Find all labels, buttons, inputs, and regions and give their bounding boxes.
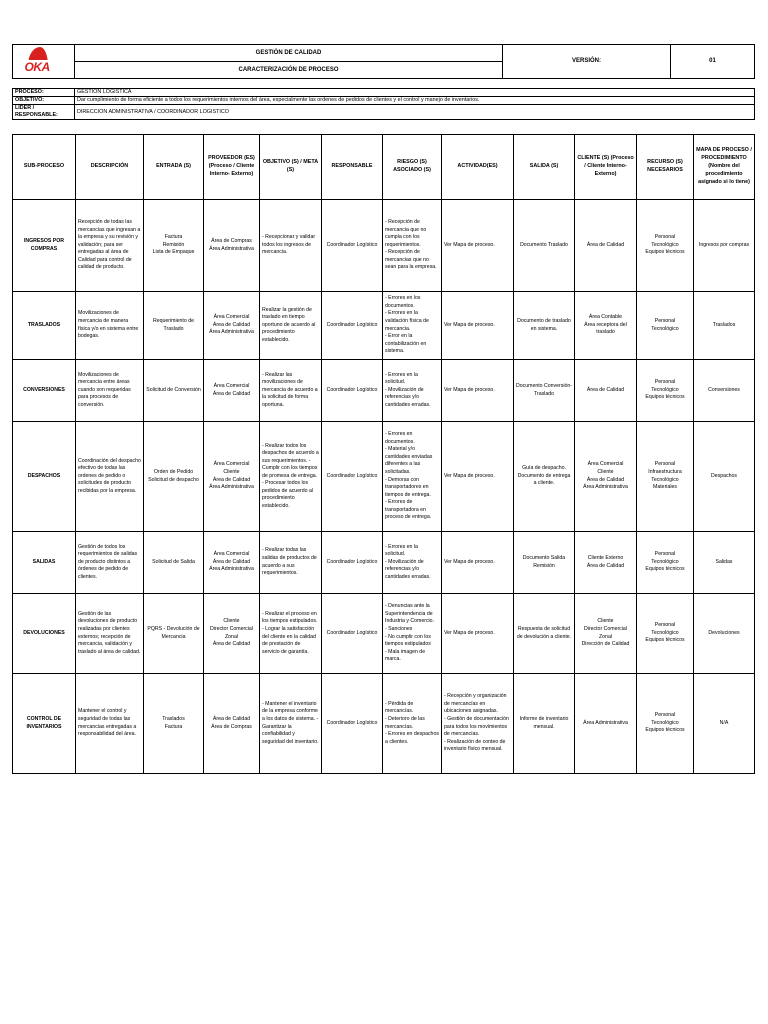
- cell-line: - Errores en los documentos.: [385, 295, 421, 309]
- cell-objetivo: - Realizar las movilizaciones de mercancia de acuerdo a la solicitud de forma oportuna.: [260, 360, 322, 422]
- col-descripcion: DESCRIPCIÓN: [76, 135, 144, 200]
- cell-line: Ver Mapa de proceso.: [444, 472, 495, 479]
- cell-line: - Pérdida de mercancías.: [385, 700, 414, 715]
- cell-responsable: Coordinador Logístico: [322, 674, 383, 774]
- cell-salida: [514, 674, 575, 774]
- cell-recurso: [637, 674, 694, 774]
- cell-line: Tecnológico: [651, 719, 679, 726]
- cell-cliente: [575, 422, 637, 532]
- cell-salida: [514, 594, 575, 674]
- cell-line: Tecnológico: [651, 241, 679, 248]
- cell-line: Dirección de Calidad: [581, 641, 630, 648]
- cell-line: Ver Mapa de proceso.: [444, 558, 495, 565]
- cell-proveedor: [204, 360, 260, 422]
- cell-proveedor: [204, 422, 260, 532]
- table-row: [13, 200, 755, 292]
- cell-line: Personal: [654, 622, 676, 629]
- cell-salida: [514, 422, 575, 532]
- cell-line: - Errores en despachos a clientes.: [385, 731, 439, 745]
- cell-line: Área Comercial: [213, 461, 250, 468]
- cell-line: Guía de despacho.: [522, 465, 566, 472]
- cell-line: Área de Calidad: [586, 386, 625, 393]
- cell-responsable: Coordinador Logístico: [322, 594, 383, 674]
- cell-desc: Movilizaciones de mercancia entre áreas cuando son requeridas para procesos de conversión.: [76, 360, 144, 422]
- proceso-label: PROCESO:: [13, 89, 75, 97]
- cell-entrada: [144, 422, 204, 532]
- cell-actividad: [442, 422, 514, 532]
- cell-recurso: [637, 200, 694, 292]
- cell-line: Cliente: [223, 618, 240, 625]
- cell-entrada: [144, 674, 204, 774]
- table-row: [13, 292, 755, 360]
- cell-line: Cliente: [597, 618, 614, 625]
- cell-line: Tecnológico: [651, 558, 679, 565]
- cell-line: Tecnológico: [651, 629, 679, 636]
- cell-cliente: [575, 532, 637, 594]
- cell-line: - Errores en la validación física de mercancia.: [385, 310, 429, 332]
- cell-salida: [514, 200, 575, 292]
- table-row: [13, 422, 755, 532]
- cell-line: PQRS - Devolución de Mercancia: [147, 625, 200, 640]
- cell-riesgo: [383, 674, 442, 774]
- cell-line: Solicitud de Conversión: [146, 386, 201, 393]
- cell-line: Equipos técnicos: [645, 249, 685, 256]
- cell-proveedor: [204, 594, 260, 674]
- cell-entrada: [144, 360, 204, 422]
- cell-riesgo: [383, 532, 442, 594]
- cell-line: Ver Mapa de proceso.: [444, 321, 495, 328]
- cell-line: Personal: [654, 379, 676, 386]
- col-proveedor: PROVEEDOR (ES) (Proceso / Cliente Interno- Externo): [204, 135, 260, 200]
- cell-line: Área de Calidad: [212, 390, 251, 397]
- cell-line: Personal: [654, 234, 676, 241]
- cell-line: Traslados: [162, 715, 185, 722]
- cell-line: Remisión: [162, 241, 185, 248]
- col-responsable: RESPONSABLE: [322, 135, 383, 200]
- cell-actividad: [442, 200, 514, 292]
- cell-line: Cliente: [223, 468, 240, 475]
- cell-desc: Gestión de todos los requerimientos de salidas de producto distintos a órdenes de pedido de clientes.: [76, 532, 144, 594]
- table-row: [13, 532, 755, 594]
- cell-sub: SALIDAS: [13, 532, 76, 594]
- cell-desc: Coordinación del despacho efectivo de todas las ordenes de pedido o solicitudes de producto recibidas por la empresa.: [76, 422, 144, 532]
- cell-line: Ver Mapa de proceso.: [444, 386, 495, 393]
- cell-riesgo: [383, 200, 442, 292]
- cell-line: Documento Salida: [522, 554, 566, 561]
- cell-line: Área Administrativa: [583, 719, 628, 726]
- cell-line: Área Administrativa: [209, 566, 254, 573]
- cell-line: Orden de Pedido: [153, 468, 194, 475]
- cell-line: Área Administrativa: [209, 484, 254, 491]
- cell-mapa: Despachos: [694, 422, 755, 532]
- cell-line: Equipos técnicos: [645, 727, 685, 734]
- cell-line: Área de Calidad: [586, 241, 625, 248]
- cell-cliente: [575, 360, 637, 422]
- cell-sub: CONVERSIONES: [13, 360, 76, 422]
- cell-line: - Errores en documentos.: [385, 431, 415, 445]
- cell-objetivo: - Mantener el inventario de la empresa conforme a los datos de sistema. - Garantizar la confiabilidad y seguridad del inventario.: [260, 674, 322, 774]
- process-table: [12, 134, 755, 774]
- cell-line: - Deterioro de las mercancías.: [385, 715, 425, 730]
- cell-line: - Recepción y organización de mercancías en ubicaciones asignadas.: [444, 693, 507, 715]
- cell-sub: DEVOLUCIONES: [13, 594, 76, 674]
- cell-line: Factura: [164, 723, 183, 730]
- cell-line: Personal: [654, 712, 676, 719]
- col-subproceso: SUB-PROCESO: [13, 135, 76, 200]
- cell-line: Tecnológico: [651, 476, 679, 483]
- cell-salida: [514, 532, 575, 594]
- cell-line: - Errores en la solicitud.: [385, 371, 418, 386]
- cell-objetivo: - Recepcionar y validar todos los ingresos de mercancia.: [260, 200, 322, 292]
- cell-line: Área Comercial: [587, 461, 624, 468]
- cell-responsable: Coordinador Logístico: [322, 532, 383, 594]
- cell-line: - Recepción de mercancia que no cumpla con los requerimientos.: [385, 219, 427, 248]
- cell-entrada: [144, 594, 204, 674]
- cell-line: Área Contable: [588, 314, 623, 321]
- cell-line: Remisión: [533, 562, 555, 569]
- cell-proveedor: [204, 674, 260, 774]
- cell-line: Área Administrativa: [583, 484, 628, 491]
- cell-recurso: [637, 422, 694, 532]
- cell-line: - Realización de conteo de inventario físico mensual.: [444, 738, 506, 753]
- cell-mapa: Devoluciones: [694, 594, 755, 674]
- cell-line: Ver Mapa de proceso.: [444, 241, 495, 248]
- cell-sub: CONTROL DE INVENTARIOS: [13, 674, 76, 774]
- col-objetivo: OBJETIVO (S) / META (S): [260, 135, 322, 200]
- cell-line: Documento Conversión-Traslado: [516, 382, 572, 397]
- cell-line: Área de Calidad: [212, 558, 251, 565]
- cell-line: - No cumplir con los tiempos estipulados: [385, 633, 431, 648]
- cell-salida: [514, 360, 575, 422]
- version-label: VERSIÓN:: [503, 45, 671, 79]
- cell-mapa: N/A: [694, 674, 755, 774]
- cell-line: Tecnológico: [651, 386, 679, 393]
- cell-line: - Recepción de mercancias que no sean para la empresa.: [385, 249, 437, 271]
- process-rows: [13, 200, 755, 774]
- cell-line: Equipos técnicos: [645, 566, 685, 573]
- document-title: GESTIÓN DE CALIDAD: [75, 45, 503, 62]
- cell-cliente: [575, 292, 637, 360]
- cell-objetivo: Realizar la gestión de traslado en tiempo oportuno de acuerdo al procedimiento establecido.: [260, 292, 322, 360]
- cell-line: Equipos técnicos: [645, 637, 685, 644]
- cell-line: Informe de inventario mensual.: [519, 715, 569, 730]
- cell-actividad: [442, 292, 514, 360]
- cell-line: Infraestructura: [648, 468, 682, 475]
- cell-actividad: [442, 674, 514, 774]
- cell-line: Solicitud de despacho: [148, 476, 199, 483]
- logo-cell: [13, 45, 75, 79]
- cell-line: - Gestión de documentación para todos los movimientos de mercancías.: [444, 715, 509, 738]
- cell-objetivo: - Realizar todas las salidas de productos de acuerdo a sus requerimientos.: [260, 532, 322, 594]
- col-salida: SALIDA (S): [514, 135, 575, 200]
- cell-line: - Demoras con transportadores en tiempos de entrega.: [385, 476, 431, 498]
- cell-line: Cliente Externo: [587, 554, 624, 561]
- cell-desc: Recepción de todas las mercancias que ingresan a la empresa y su revisión y validación; para ser entregadas al área de Calidad para control de calidad de producto.: [76, 200, 144, 292]
- cell-line: Personal: [654, 461, 676, 468]
- cell-line: - Denuncias ante la Superintendencia de Industria y Comercio.: [385, 603, 435, 625]
- cell-line: Documento de entrega a cliente.: [517, 472, 571, 487]
- cell-line: Ver Mapa de proceso.: [444, 629, 495, 636]
- cell-sub: DESPACHOS: [13, 422, 76, 532]
- cell-riesgo: [383, 594, 442, 674]
- cell-line: Área de Calidad: [212, 476, 251, 483]
- cell-entrada: [144, 200, 204, 292]
- cell-line: Tecnológico: [651, 325, 679, 332]
- cell-line: Área receptora del traslado: [584, 321, 627, 336]
- cell-line: Factura: [164, 234, 183, 241]
- cell-riesgo: [383, 360, 442, 422]
- col-cliente: CLIENTE (S) (Proceso / Cliente Interno- Externo): [575, 135, 637, 200]
- cell-mapa: Ingresos por compras: [694, 200, 755, 292]
- cell-proveedor: [204, 292, 260, 360]
- cell-recurso: [637, 292, 694, 360]
- cell-cliente: [575, 594, 637, 674]
- cell-responsable: Coordinador Logístico: [322, 200, 383, 292]
- cell-line: Director Comercial Zonal: [210, 625, 253, 640]
- cell-line: Área Comercial: [213, 314, 250, 321]
- cell-line: Personal: [654, 551, 676, 558]
- objetivo-label: OBJETIVO:: [13, 97, 75, 105]
- cell-desc: Gestión de las devoluciones de producto realizadas por clientes externos; recepción de mercancia, validación y traslado al área de calidad.: [76, 594, 144, 674]
- table-row: [13, 674, 755, 774]
- cell-actividad: [442, 532, 514, 594]
- cell-cliente: [575, 200, 637, 292]
- cell-line: - Mala imagen de marca.: [385, 648, 426, 663]
- cell-line: Área de Calidad: [586, 476, 625, 483]
- cell-actividad: [442, 360, 514, 422]
- cell-line: - Material y/o cantidades enviadas diferentes a las solicitadas.: [385, 446, 433, 475]
- cell-riesgo: [383, 422, 442, 532]
- table-row: [13, 360, 755, 422]
- cell-line: Lista de Empaque: [152, 249, 195, 256]
- cell-line: Área de Compras: [211, 723, 252, 730]
- cell-proveedor: [204, 200, 260, 292]
- cell-line: Personal: [654, 317, 676, 324]
- cell-recurso: [637, 532, 694, 594]
- cell-line: Respuesta de solicitud de devolución a cliente.: [516, 625, 572, 640]
- version-value: 01: [671, 45, 755, 79]
- cell-line: - Movilización de referencias y/o cantidades erradas.: [385, 558, 431, 580]
- cell-recurso: [637, 360, 694, 422]
- meta-table: [12, 88, 755, 120]
- cell-responsable: Coordinador Logístico: [322, 292, 383, 360]
- cell-line: - Errores de transportadora en proceso de entrega.: [385, 499, 432, 521]
- caracterizacion-sheet: [12, 44, 754, 774]
- cell-line: Área de Calidad: [586, 562, 625, 569]
- cell-mapa: Conversiones: [694, 360, 755, 422]
- cell-entrada: [144, 292, 204, 360]
- document-subtitle: CARACTERIZACIÓN DE PROCESO: [75, 62, 503, 79]
- col-riesgo: RIESGO (S) ASOCIADO (S): [383, 135, 442, 200]
- cell-line: Materiales: [653, 484, 677, 491]
- cell-responsable: Coordinador Logístico: [322, 360, 383, 422]
- lider-value: DIRECCION ADMINISTRATIVA / COORDINADOR LOGISTICO: [75, 105, 755, 120]
- cell-recurso: [637, 594, 694, 674]
- cell-riesgo: [383, 292, 442, 360]
- cell-responsable: Coordinador Logístico: [322, 422, 383, 532]
- cell-line: - Movilización de referencias y/o cantidades erradas.: [385, 386, 431, 408]
- col-actividad: ACTIVIDAD(ES): [442, 135, 514, 200]
- col-entrada: ENTRADA (S): [144, 135, 204, 200]
- cell-actividad: [442, 594, 514, 674]
- cell-line: - Error en la contabilización en sistema.: [385, 333, 427, 355]
- cell-line: - Sanciones: [385, 625, 413, 632]
- cell-sub: INGRESOS POR COMPRAS: [13, 200, 76, 292]
- cell-line: Área Administrativa: [209, 245, 254, 252]
- lider-label: LIDER / RESPONSABLE:: [13, 105, 75, 120]
- cell-line: Documento de traslado en sistema.: [517, 317, 571, 332]
- table-row: [13, 594, 755, 674]
- cell-line: Cliente: [597, 468, 614, 475]
- cell-sub: TRASLADOS: [13, 292, 76, 360]
- cell-objetivo: - Realizar todos los despachos de acuerdo a sus requerimientos. - Cumplir con los tiempos de promesa de entrega. - Procesar todos los pedidos de acuerdo al procedimiento establecido.: [260, 422, 322, 532]
- cell-salida: [514, 292, 575, 360]
- cell-line: Área de Calidad: [212, 715, 251, 722]
- cell-desc: Mantener el control y seguridad de todas las mercancias entregadas a responsabilidad del área.: [76, 674, 144, 774]
- cell-proveedor: [204, 532, 260, 594]
- cell-line: Área de Calidad: [212, 321, 251, 328]
- cell-line: Área Comercial: [213, 551, 250, 558]
- cell-line: Requerimiento de Traslado: [153, 317, 194, 332]
- cell-line: Solicitud de Salida: [152, 558, 195, 565]
- cell-line: Director Comercial Zonal: [584, 625, 627, 640]
- cell-line: Área de Compras: [211, 237, 252, 244]
- cell-line: Equipos técnicos: [645, 394, 685, 401]
- cell-line: - Errores en la solicitud.: [385, 543, 418, 558]
- col-mapa: MAPA DE PROCESO / PROCEDIMIENTO (Nombre del procedimiento asignado si lo tiene): [694, 135, 755, 200]
- company-logo: OKA: [22, 47, 66, 77]
- cell-line: Documento Traslado: [520, 241, 568, 248]
- cell-mapa: Traslados: [694, 292, 755, 360]
- cell-entrada: [144, 532, 204, 594]
- cell-line: Área Administrativa: [209, 329, 254, 336]
- cell-objetivo: - Realizar el proceso en los tiempos estipulados. - Lograr la satisfacción del cliente en la calidad de prestación de servicio de garantía.: [260, 594, 322, 674]
- proceso-value: GESTIÓN LOGISTICA: [75, 89, 755, 97]
- col-recurso: RECURSO (S) NECESARIOS: [637, 135, 694, 200]
- objetivo-value: Dar cumplimiento de forma eficiente a todos los requerimientos internos del área, especialmente las ordenes de pedidos de clientes y el control y manejo de inventarios.: [75, 97, 755, 105]
- cell-cliente: [575, 674, 637, 774]
- cell-line: Área Comercial: [213, 382, 250, 389]
- cell-desc: Movilizaciones de mercancia de manera física y/o en sistema entre bodegas.: [76, 292, 144, 360]
- cell-mapa: Salidas: [694, 532, 755, 594]
- header-table: [12, 44, 755, 79]
- cell-line: Área de Calidad: [212, 641, 251, 648]
